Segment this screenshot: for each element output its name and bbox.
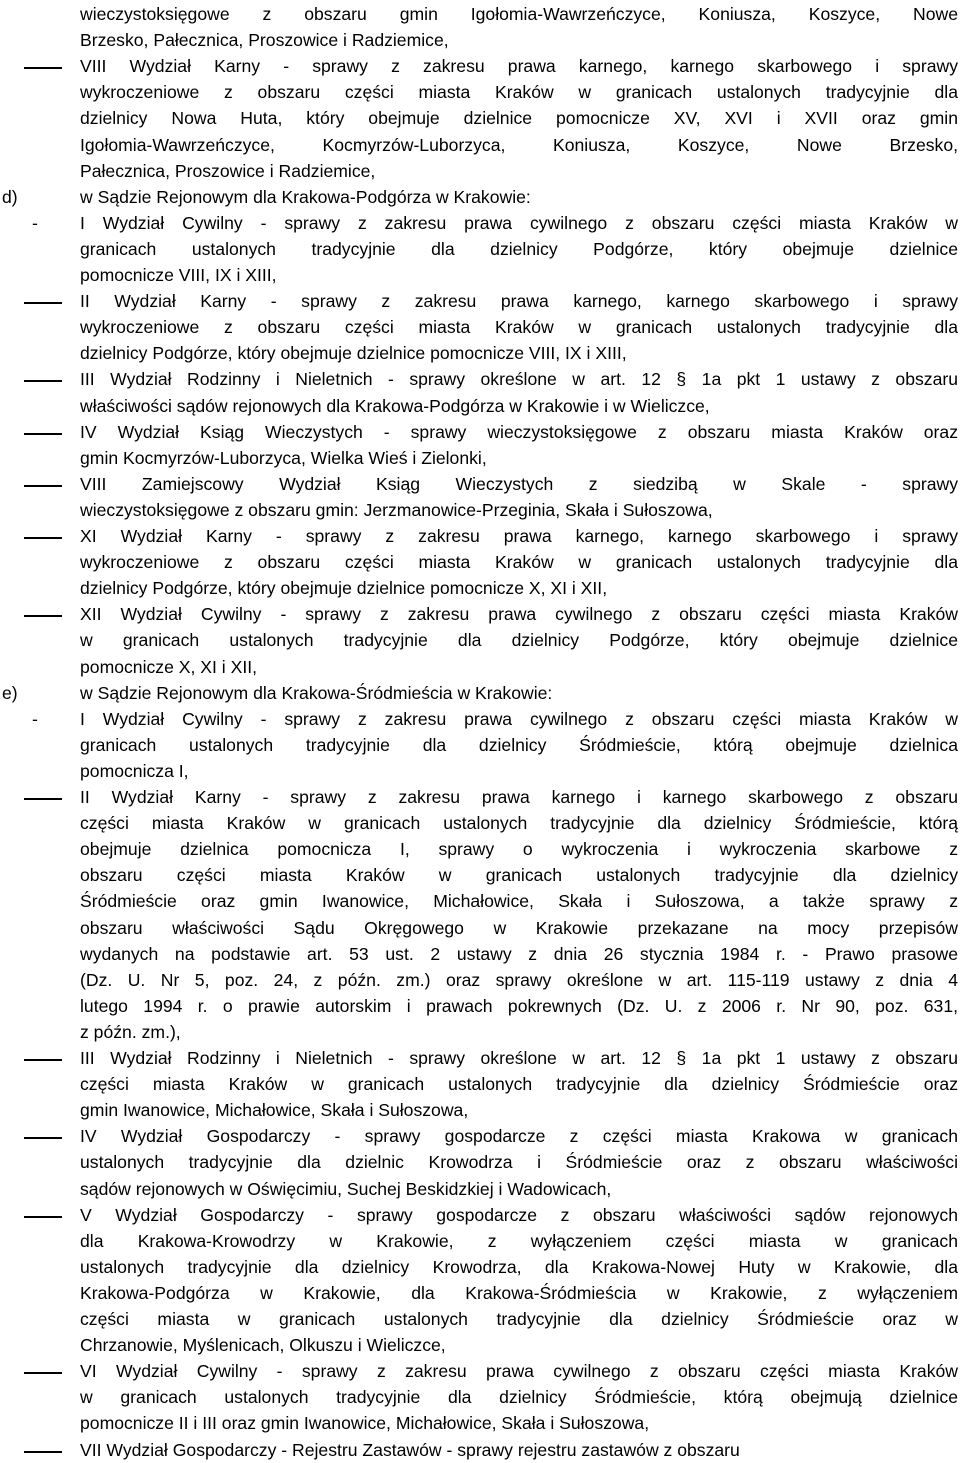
text-line: Pałecznica, Proszowice i Radziemice, (80, 160, 376, 181)
text-line: Śródmieście oraz gmin Iwanowice, Michałowice, Skała i Sułoszowa, a także sprawy z (80, 891, 958, 912)
text-line: pomocnicze II i III oraz gmin Iwanowice, Michałowice, Skała i Sułoszowa, (80, 1413, 650, 1434)
text-line: dzielnicy Podgórze, który obejmuje dzielnice pomocnicze X, XI i XII, (80, 578, 608, 599)
text-line: granicach ustalonych tradycyjnie dla dzielnicy Śródmieście, którą obejmuje dzielnica (80, 734, 958, 755)
text-line: VI Wydział Cywilny - sprawy z zakresu prawa cywilnego z obszaru części miasta Kraków (80, 1361, 958, 1382)
text-line: gmin Kocmyrzów-Luborzyca, Wielka Wieś i Zielonki, (80, 447, 487, 468)
text-line: części miasta Kraków w granicach ustalonych tradycyjnie dla dzielnicy Śródmieście, którą (80, 813, 958, 834)
list-dash-marker (24, 537, 62, 539)
text-line: (Dz. U. Nr 5, poz. 24, z późn. zm.) oraz sprawy określone w art. 115-119 ustawy z dnia 4 (80, 969, 958, 990)
text-line: ustalonych tradycyjnie dla dzielnic Krowodrza i Śródmieście oraz z obszaru właściwości (80, 1152, 958, 1173)
text-line: obszaru właściwości Sądu Okręgowego w Krakowie przekazane na mocy przepisów (80, 917, 958, 938)
text-line: właściwości sądów rejonowych dla Krakowa-Podgórza w Krakowie i w Wieliczce, (80, 395, 710, 416)
text-line: w Sądzie Rejonowym dla Krakowa-Podgórza w Krakowie: (80, 186, 531, 207)
text-line: Krakowa-Podgórza w Krakowie, dla Krakowa-Śródmieścia w Krakowie, z wyłączeniem (80, 1282, 958, 1303)
text-line: wykroczeniowe z obszaru części miasta Kraków w granicach ustalonych tradycyjnie dla (80, 82, 958, 103)
text-line: w granicach ustalonych tradycyjnie dla dzielnicy Podgórze, który obejmuje dzielnice (80, 630, 958, 651)
text-line: I Wydział Cywilny - sprawy z zakresu prawa cywilnego z obszaru części miasta Kraków w (80, 708, 958, 729)
text-line: II Wydział Karny - sprawy z zakresu prawa karnego i karnego skarbowego z obszaru (80, 787, 958, 807)
text-line: w Sądzie Rejonowym dla Krakowa-Śródmieścia w Krakowie: (80, 682, 553, 703)
text-line: XI Wydział Karny - sprawy z zakresu prawa karnego, karnego skarbowego i sprawy (80, 526, 958, 546)
list-dash-marker (24, 380, 62, 382)
list-dash-marker (24, 485, 62, 487)
text-line: w granicach ustalonych tradycyjnie dla dzielnicy Śródmieście, którą obejmują dzielnice (80, 1387, 958, 1408)
text-line: sądów rejonowych w Oświęcimiu, Suchej Beskidzkiej i Wadowicach, (80, 1178, 612, 1199)
list-hyphen-marker: - (32, 708, 38, 729)
text-line: dla Krakowa-Krowodrzy w Krakowie, z wyłączeniem części miasta w granicach (80, 1230, 958, 1251)
text-line: części miasta Kraków w granicach ustalonych tradycyjnie dla dzielnicy Śródmieście oraz (80, 1074, 958, 1095)
text-line: wydanych na podstawie art. 53 ust. 2 ustawy z dnia 26 stycznia 1984 r. - Prawo prasowe (80, 943, 958, 964)
list-dash-marker (24, 1059, 62, 1061)
list-dash-marker (24, 1372, 62, 1374)
text-line: z późn. zm.), (80, 1021, 181, 1042)
text-line: pomocnicza I, (80, 760, 189, 781)
text-line: XII Wydział Cywilny - sprawy z zakresu prawa cywilnego z obszaru części miasta Kraków (80, 604, 958, 625)
list-letter-marker: e) (2, 682, 18, 703)
text-line: IV Wydział Gospodarczy - sprawy gospodarcze z części miasta Krakowa w granicach (80, 1126, 958, 1147)
text-line: lutego 1994 r. o prawie autorskim i prawach pokrewnych (Dz. U. z 2006 r. Nr 90, poz. 631, (80, 995, 958, 1016)
list-hyphen-marker: - (32, 212, 38, 233)
text-line: granicach ustalonych tradycyjnie dla dzielnicy Podgórze, który obejmuje dzielnice (80, 238, 958, 259)
text-line: wykroczeniowe z obszaru części miasta Kraków w granicach ustalonych tradycyjnie dla (80, 552, 958, 573)
text-line: dzielnicy Podgórze, który obejmuje dzielnice pomocnicze VIII, IX i XIII, (80, 343, 627, 364)
list-dash-marker (24, 615, 62, 617)
list-dash-marker (24, 1216, 62, 1218)
list-dash-marker (24, 798, 62, 800)
text-line: wieczystoksięgowe z obszaru gmin: Jerzmanowice-Przeginia, Skała i Sułoszowa, (80, 499, 713, 520)
text-line: Chrzanowie, Myślenicach, Olkuszu i Wieliczce, (80, 1335, 446, 1356)
text-line: Brzesko, Pałecznica, Proszowice i Radziemice, (80, 30, 449, 51)
list-dash-marker (24, 1451, 62, 1453)
text-line: gmin Iwanowice, Michałowice, Skała i Sułoszowa, (80, 1100, 469, 1121)
text-line: pomocnicze X, XI i XII, (80, 656, 257, 677)
text-line: IV Wydział Ksiąg Wieczystych - sprawy wieczystoksięgowe z obszaru miasta Kraków oraz (80, 421, 958, 442)
text-line: VIII Zamiejscowy Wydział Ksiąg Wieczystych z siedzibą w Skale - sprawy (80, 473, 958, 494)
list-dash-marker (24, 67, 62, 69)
text-line: VII Wydział Gospodarczy - Rejestru Zastawów - sprawy rejestru zastawów z obszaru (80, 1439, 740, 1460)
text-line: obszaru części miasta Kraków w granicach ustalonych tradycyjnie dla dzielnicy (80, 865, 958, 886)
list-letter-marker: d) (2, 186, 18, 207)
text-line: Igołomia-Wawrzeńczyce, Kocmyrzów-Luborzyca, Koniusza, Koszyce, Nowe Brzesko, (80, 134, 958, 155)
text-line: VIII Wydział Karny - sprawy z zakresu prawa karnego, karnego skarbowego i sprawy (80, 56, 958, 77)
text-line: II Wydział Karny - sprawy z zakresu prawa karnego, karnego skarbowego i sprawy (80, 291, 958, 312)
list-dash-marker (24, 433, 62, 435)
text-line: I Wydział Cywilny - sprawy z zakresu prawa cywilnego z obszaru części miasta Kraków w (80, 212, 958, 233)
text-line: wykroczeniowe z obszaru części miasta Kraków w granicach ustalonych tradycyjnie dla (80, 317, 958, 338)
text-line: obejmuje dzielnica pomocnicza I, sprawy o wykroczenia i wykroczenia skarbowe z (80, 839, 958, 860)
text-line: części miasta w granicach ustalonych tradycyjnie dla dzielnicy Śródmieście oraz w (80, 1309, 958, 1329)
text-line: III Wydział Rodzinny i Nieletnich - sprawy określone w art. 12 § 1a pkt 1 ustawy z obszaru (80, 369, 958, 390)
text-line: III Wydział Rodzinny i Nieletnich - sprawy określone w art. 12 § 1a pkt 1 ustawy z obszaru (80, 1048, 958, 1068)
list-dash-marker (24, 302, 62, 304)
text-line: wieczystoksięgowe z obszaru gmin Igołomia-Wawrzeńczyce, Koniusza, Koszyce, Nowe (80, 4, 958, 24)
text-line: pomocnicze VIII, IX i XIII, (80, 265, 277, 285)
text-line: dzielnicy Nowa Huta, który obejmuje dzielnice pomocnicze XV, XVI i XVII oraz gmin (80, 108, 958, 129)
list-dash-marker (24, 1137, 62, 1139)
text-line: ustalonych tradycyjnie dla dzielnicy Krowodrza, dla Krakowa-Nowej Huty w Krakowie, dla (80, 1256, 958, 1277)
text-line: V Wydział Gospodarczy - sprawy gospodarcze z obszaru właściwości sądów rejonowych (80, 1204, 958, 1225)
